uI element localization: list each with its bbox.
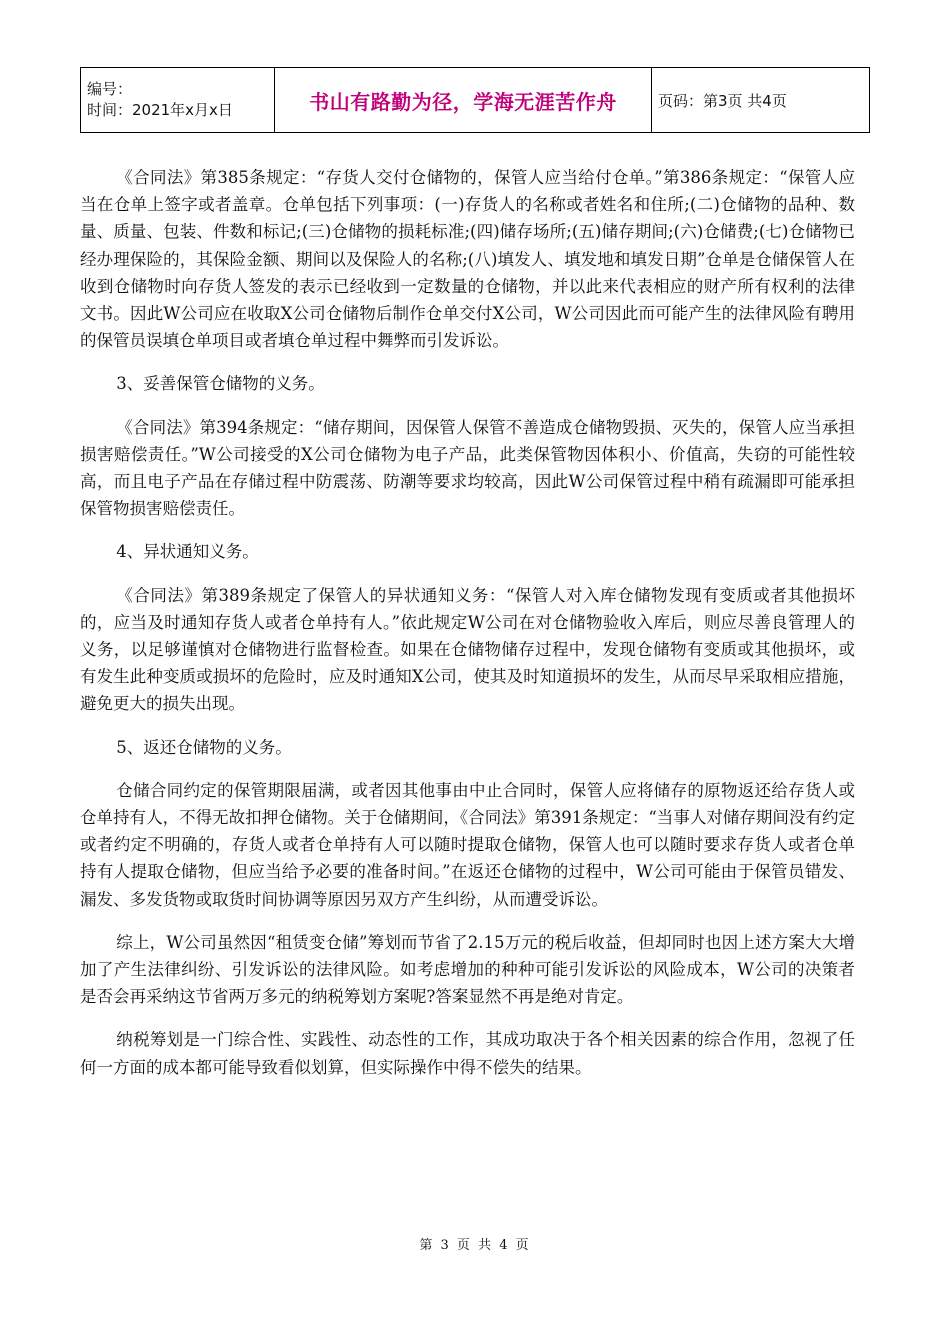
- document-number-label: 编号：: [87, 80, 133, 98]
- document-body: [80, 164, 855, 1097]
- document-date-label: 时间：2021年x月x日: [87, 101, 233, 119]
- section-heading: 3、妥善保管仓储物的义务。: [116, 374, 325, 394]
- page-footer: 第 3 页 共 4 页: [419, 1238, 531, 1253]
- body-paragraph: 仓储合同约定的保管期限届满，或者因其他事由中止合同时，保管人应将储存的原物返还给存货人或仓单持有人，不得无故扣押仓储物。关于仓储期间，《合同法》第391条规定：“当事人对储存期间没有约定或者约定不明确的，存货人或者仓单持有人可以随时提取仓储物，保管人也可以随时要求存货人或者仓单持有人提取仓储物，但应当给予必要的准备时间。”在返还仓储物的过程中，W公司可能由于保管员错发、漏发、多发货物或取货时间协调等原因另双方产生纠纷，从而遭受诉讼。: [80, 780, 855, 909]
- body-paragraph: 《合同法》第394条规定：“储存期间，因保管人保管不善造成仓储物毁损、灭失的，保管人应当承担损害赔偿责任。”W公司接受的X公司仓储物为电子产品，此类保管物因体积小、价值高，失窃的可能性较高，而且电子产品在存储过程中防震荡、防潮等要求均较高，因此W公司保管过程中稍有疏漏即可能承担保管物损害赔偿责任。: [80, 417, 855, 519]
- header-meta-cell: [81, 68, 275, 133]
- body-paragraph: 《合同法》第389条规定了保管人的异状通知义务：“保管人对入库仓储物发现有变质或者其他损坏的，应当及时通知存货人或者仓单持有人。”依此规定W公司在对仓储物验收入库后，则应尽善良管理人的义务，以足够谨慎对仓储物进行监督检查。如果在仓储物储存过程中，发现仓储物有变质或其他损坏，或有发生此种变质或损坏的危险时，应及时通知X公司，使其及时知道损坏的发生，从而尽早采取相应措施，避免更大的损失出现。: [80, 585, 855, 714]
- document-header: [80, 67, 870, 133]
- body-paragraph: 《合同法》第385条规定：“存货人交付仓储物的，保管人应当给付仓单。”第386条规定：“保管人应当在仓单上签字或者盖章。仓单包括下列事项：(一)存货人的名称或者姓名和住所;(二)仓储物的品种、数量、质量、包装、件数和标记;(三)仓储物的损耗标准;(四)储存场所;(五)储存期间;(六)仓储费;(七)仓储物已经办理保险的，其保险金额、期间以及保险人的名称;(八)填发人、填发地和填发日期”仓单是仓储保管人在收到仓储物时向存货人签发的表示已经收到一定数量的仓储物，并以此来代表相应的财产所有权利的法律文书。因此W公司应在收取X公司仓储物后制作仓单交付X公司，W公司因此而可能产生的法律风险有聘用的保管员误填仓单项目或者填仓单过程中舞弊而引发诉讼。: [80, 168, 855, 351]
- section-heading: 4、异状通知义务。: [116, 542, 259, 562]
- header-motto: 书山有路勤为径，学海无涯苦作舟: [275, 68, 652, 133]
- header-page-info: 页码：第3页 共4页: [652, 68, 870, 133]
- body-paragraph: 纳税筹划是一门综合性、实践性、动态性的工作，其成功取决于各个相关因素的综合作用，忽视了任何一方面的成本都可能导致看似划算，但实际操作中得不偿失的结果。: [80, 1030, 855, 1077]
- section-heading: 5、返还仓储物的义务。: [116, 737, 292, 757]
- body-paragraph: 综上，W公司虽然因“租赁变仓储”筹划而节省了2.15万元的税后收益，但却同时也因上述方案大大增加了产生法律纠纷、引发诉讼的法律风险。如考虑增加的种种可能引发诉讼的风险成本，W公司的决策者是否会再采纳这节省两万多元的纳税筹划方案呢?答案显然不再是绝对肯定。: [80, 932, 855, 1007]
